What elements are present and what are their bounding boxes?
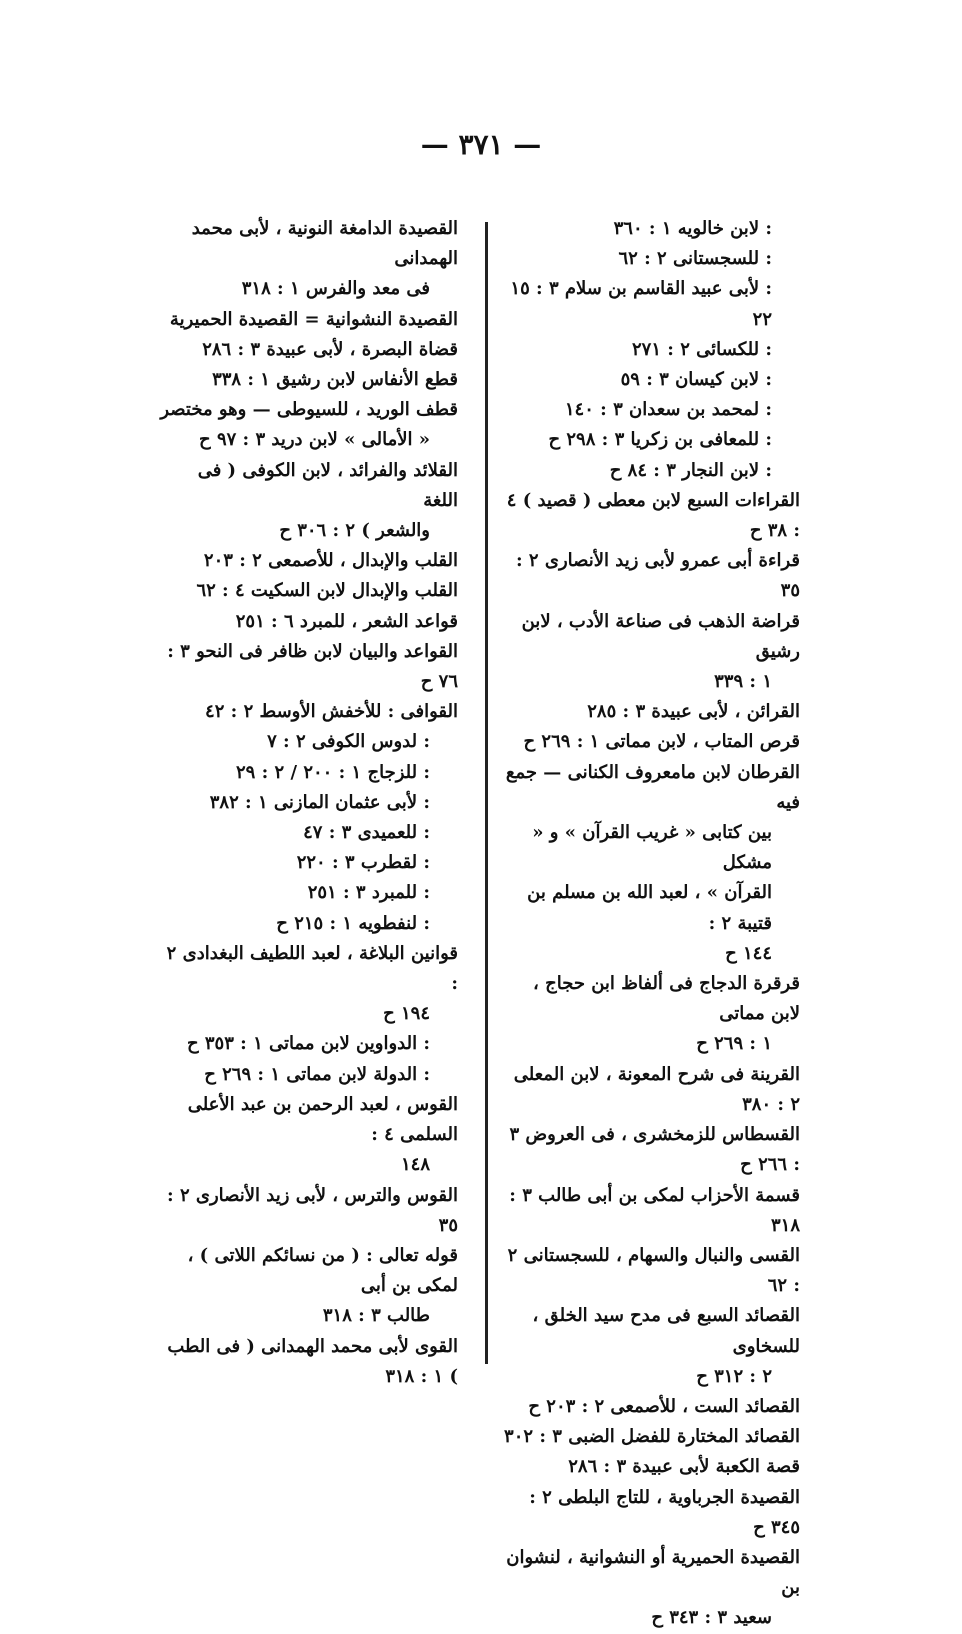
index-entry: قسمة الأحزاب لمكى بن أبى طالب ٣ : ٣١٨: [509, 1184, 800, 1236]
page-number: — ٣٧١ —: [420, 128, 542, 161]
index-entry: القوافى : للأخفش الأوسط ٢ : ٤٢: [205, 701, 458, 723]
index-entry: القصيدة النشوانية = القصيدة الحميرية: [169, 308, 458, 330]
index-entry: : لقطرب ٣ : ٢٢٠: [296, 852, 430, 874]
index-entry: قوانين البلاغة ، لعبد اللطيف البغدادى ٢ :: [166, 942, 458, 995]
index-column-right: [500, 214, 800, 1634]
index-entry: والشعر ) ٢ : ٣٠٦ ح: [279, 520, 430, 542]
index-entry: ١٤٨: [400, 1154, 430, 1176]
index-entry: قراضة الذهب فى صناعة الأدب ، لابن رشيق: [521, 610, 800, 662]
index-entry: القرينة فى شرح المعونة ، لابن المعلى ٢ : ٣٨٠: [513, 1063, 800, 1115]
index-entry: : لدوس الكوفى ٢ : ٧: [267, 731, 430, 753]
index-entry: ١٩٤ ح: [383, 1003, 430, 1025]
index-column-left: [158, 214, 458, 1392]
index-entry: بين كتابى « غريب القرآن » و « مشكل: [532, 822, 772, 874]
index-entry: القراءات السبع لابن معطى ( قصيد ) ٤ : ٣٨ ح: [506, 489, 800, 542]
index-entry: قطف الوريد ، للسيوطى — وهو مختصر: [160, 399, 458, 421]
index-entry: : لابن كيسان ٣ : ٥٩: [620, 369, 772, 391]
index-entry: القلب والإبدال ، للأصمعى ٢ : ٢٠٣: [203, 550, 458, 572]
index-entry: : للكسائى ٢ : ٢٧١: [632, 338, 772, 360]
index-entry: قواعد الشعر ، للمبرد ٦ : ٢٥١: [235, 610, 458, 632]
column-divider: [485, 222, 488, 1364]
index-entry: : للمبرد ٣ : ٢٥١: [307, 882, 430, 904]
index-entry: القلب والإبدال لابن السكيت ٤ : ٦٢: [196, 580, 458, 602]
index-entry: قصة الكعبة لأبى عبيدة ٣ : ٢٨٦: [568, 1456, 800, 1478]
index-entry: : للزجاج ١ : ٢٠٠ / ٢ : ٢٩: [236, 761, 430, 783]
index-entry: القرآن » ، لعبد الله بن مسلم بن قتيبة ٢ :: [527, 882, 772, 934]
index-entry: طالب ٣ : ٣١٨: [322, 1305, 430, 1327]
index-entry: ١ : ٢٦٩ ح: [696, 1033, 772, 1055]
index-entry: القرائن ، لأبى عبيدة ٣ : ٢٨٥: [587, 701, 800, 723]
index-entry: ٢٢: [752, 308, 772, 330]
index-entry: قضاة البصرة ، لأبى عبيدة ٣ : ٢٨٦: [202, 338, 458, 360]
index-entry: : لابن النجار ٣ : ٨٤ ح: [609, 459, 772, 481]
index-entry: : لأبى عبيد القاسم بن سلام ٣ : ١٥: [510, 278, 772, 300]
index-entry: القصائد السبع فى مدح سيد الخلق ، للسخاوى: [532, 1305, 800, 1357]
index-entry: : للمعافى بن زكريا ٣ : ٢٩٨ ح: [548, 429, 772, 451]
index-entry: القوس ، لعبد الرحمن بن عبد الأعلى السلمى ٤ :: [187, 1093, 458, 1146]
index-entry: ١٤٤ ح: [725, 942, 772, 964]
index-entry: قرص المتاب ، لابن مماتى ١ : ٢٦٩ ح: [523, 731, 800, 753]
index-entry: القلائد والفرائد ، لابن الكوفى ( فى اللغة: [197, 459, 458, 511]
index-entry: قوله تعالى : ( من نسائكم اللاتى ) ، لمكى بن أبى: [187, 1244, 458, 1297]
index-entry: القصائد المختارة للفضل الضبى ٣ : ٣٠٢: [504, 1426, 800, 1448]
index-entry: : الدواوين لابن مماتى ١ : ٣٥٣ ح: [186, 1033, 430, 1055]
index-entry: قطع الأنفاس لابن رشيق ١ : ٣٣٨: [212, 369, 458, 391]
index-entry: : للعميدى ٣ : ٤٧: [303, 822, 430, 844]
index-entry: : لنفطويه ١ : ٢١٥ ح: [276, 912, 430, 934]
index-entry: القوى لأبى محمد الهمدانى ( فى الطب ) ١ : ٣١٨: [167, 1335, 458, 1387]
index-entry: القسى والنبال والسهام ، للسجستانى ٢ : ٦٢: [507, 1244, 800, 1297]
index-entry: فى معد والفرس ١ : ٣١٨: [241, 278, 430, 300]
index-entry: « الأمالى » لابن دريد ٣ : ٩٧ ح: [199, 429, 430, 451]
index-entry: : الدولة لابن مماتى ١ : ٢٦٩ ح: [204, 1063, 430, 1085]
index-entry: : للسجستانى ٢ : ٦٢: [618, 248, 772, 270]
index-entry: قرقرة الدجاج فى ألفاظ ابن حجاج ، لابن مماتى: [533, 973, 800, 1025]
index-entry: سعيد ٣ : ٣٤٣ ح: [651, 1607, 772, 1629]
index-entry: القصيدة الجرباوية ، للتاج البلطى ٢ : ٣٤٥ ح: [529, 1486, 800, 1538]
index-entry: القواعد والبيان لابن ظافر فى النحو ٣ : ٧٦ ح: [167, 640, 458, 693]
index-entry: القصائد الست ، للأصمعى ٢ : ٢٠٣ ح: [528, 1395, 800, 1417]
index-entry: ٢ : ٣١٢ ح: [696, 1365, 772, 1387]
index-entry: القصيدة الدامغة النونية ، لأبى محمد الهمدانى: [191, 218, 458, 270]
index-entry: : لابن خالويه ١ : ٣٦٠: [613, 218, 772, 239]
index-entry: : لمحمد بن سعدان ٣ : ١٤٠: [564, 399, 772, 421]
index-entry: ١ : ٣٣٩: [714, 671, 772, 693]
index-entry: القصيدة الحميرية أو النشوانية ، لنشوان بن: [506, 1546, 800, 1599]
index-entry: القرطان لابن مامعروف الكنانى — جمع فيه: [505, 761, 800, 813]
index-entry: : لأبى عثمان المازنى ١ : ٣٨٢: [209, 791, 430, 813]
index-entry: قراءة أبى عمرو لأبى زيد الأنصارى ٢ : ٣٥: [516, 550, 800, 602]
index-entry: القوس والترس ، لأبى زيد الأنصارى ٢ : ٣٥: [167, 1184, 458, 1236]
index-entry: القسطاس للزمخشرى ، فى العروض ٣ : ٢٦٦ ح: [509, 1124, 800, 1176]
